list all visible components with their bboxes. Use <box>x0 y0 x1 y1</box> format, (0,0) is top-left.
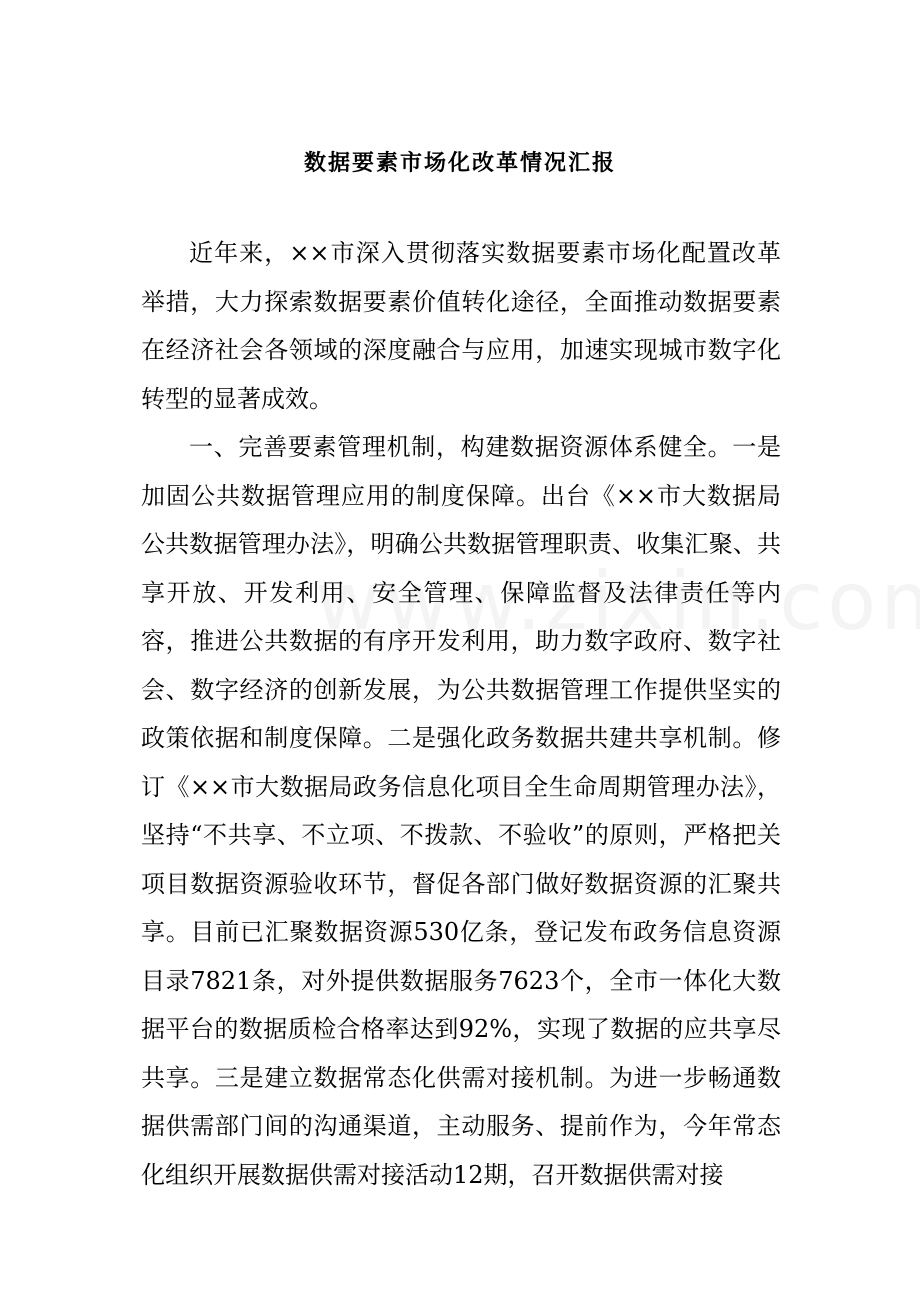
paragraph-intro: 近年来，××市深入贯彻落实数据要素市场化配置改革举措，大力探索数据要素价值转化途径，全面推动数据要素在经济社会各领域的深度融合与应用，加速实现城市数字化转型的显著成效。 <box>141 239 781 413</box>
document-body <box>141 229 781 1199</box>
document-title: 数据要素市场化改革情况汇报 <box>303 150 616 176</box>
paragraph-section-1: 一、完善要素管理机制，构建数据资源体系健全。一是加固公共数据管理应用的制度保障。出台《××市大数据局公共数据管理办法》，明确公共数据管理职责、收集汇聚、共享开放、开发利用、安全管理、保障监督及法律责任等内容，推进公共数据的有序开发利用，助力数字政府、数字社会、数字经济的创新发展，为公共数据管理工作提供坚实的政策依据和制度保障。二是强化政务数据共建共享机制。修订《××市大数据局政务信息化项目全生命周期管理办法》，坚持“不共享、不立项、不拨款、不验收”的原则，严格把关项目数据资源验收环节，督促各部门做好数据资源的汇聚共享。目前已汇聚数据资源530亿条，登记发布政务信息资源目录7821条，对外提供数据服务7623个，全市一体化大数据平台的数据质检合格率达到92%，实现了数据的应共享尽共享。三是建立数据常态化供需对接机制。为进一步畅通数据供需部门间的沟通渠道，主动服务、提前作为，今年常态化组织开展数据供需对接活动12期，召开数据供需对接 <box>141 433 781 1189</box>
